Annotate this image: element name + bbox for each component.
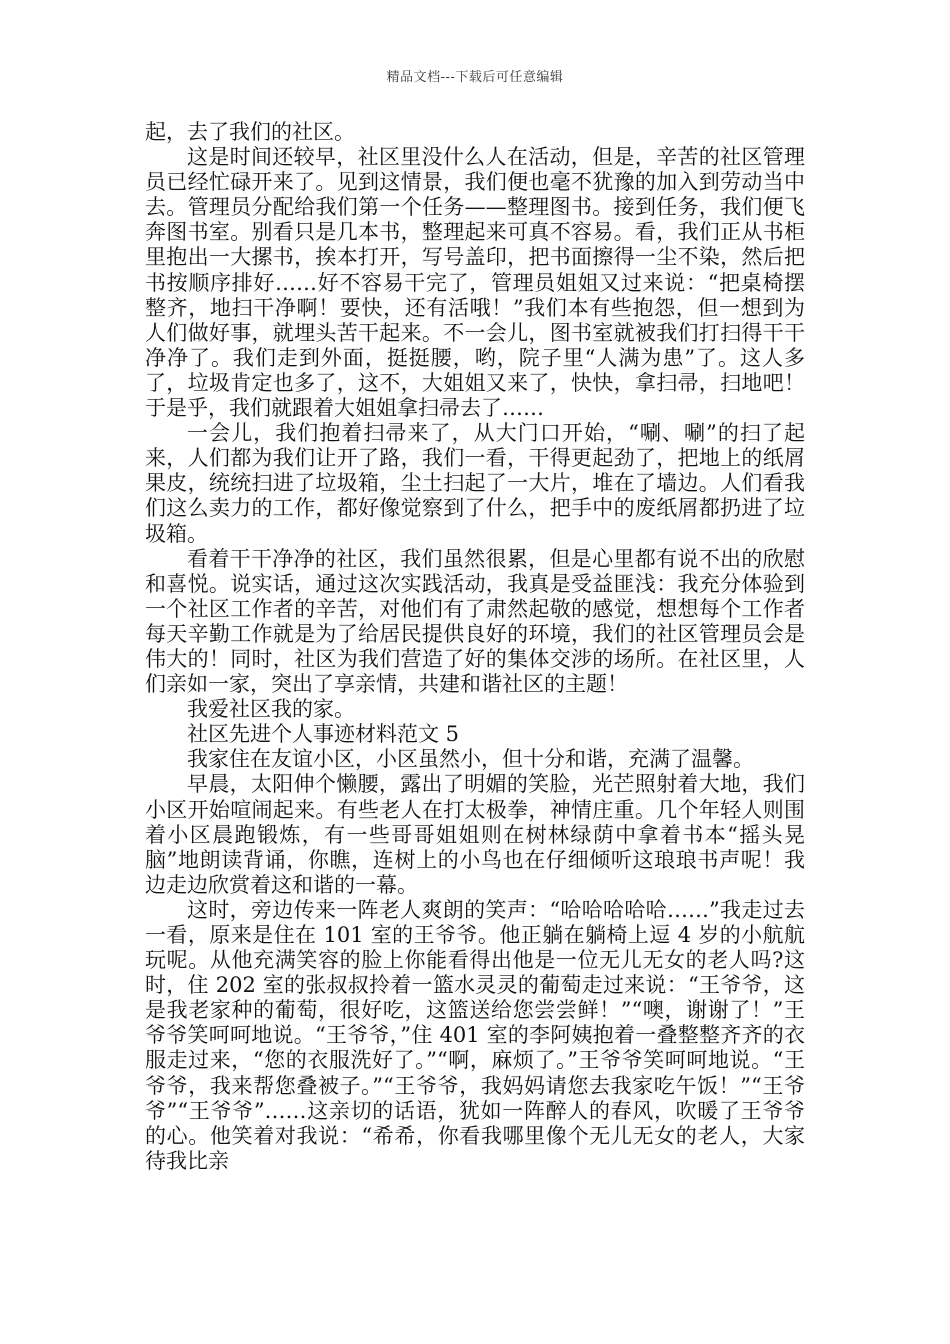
paragraph-4: 看着干干净净的社区，我们虽然很累，但是心里都有说不出的欣慰和喜悦。说实话，通过这次实践活动，我真是受益匪浅：我充分体验到一个社区工作者的辛苦，对他们有了肃然起敬的感觉，想想每个工作者每天辛勤工作就是为了给居民提供良好的环境，我们的社区管理员会是伟大的！同时，社区为我们营造了好的集体交涉的场所。在社区里，人们亲如一家，突出了享亲情，共建和谐社区的主题！	[145, 546, 805, 697]
document-body	[145, 120, 805, 1174]
paragraph-5: 我爱社区我的家。	[187, 697, 355, 722]
page-header: 精品文档---下载后可任意编辑	[386, 70, 564, 85]
paragraph-3: 一会儿，我们抱着扫帚来了，从大门口开始，“唰、唰”的扫了起来，人们都为我们让开了路，我们一看，干得更起劲了，把地上的纸屑果皮，统统扫进了垃圾箱，尘土扫起了一大片，堆在了墙边。人们看我们这么卖力的工作，都好像觉察到了什么，把手中的废纸屑都扔进了垃圾箱。	[145, 421, 805, 546]
section-heading: 社区先进个人事迹材料范文 5	[187, 722, 460, 747]
paragraph-2: 这是时间还较早，社区里没什么人在活动，但是，辛苦的社区管理员已经忙碌开来了。见到这情景，我们便也毫不犹豫的加入到劳动当中去。管理员分配给我们第一个任务——整理图书。接到任务，我们便飞奔图书室。别看只是几本书，整理起来可真不容易。看，我们正从书柜里抱出一大摞书，挨本打开，写号盖印，把书面擦得一尘不染，然后把书按顺序排好……好不容易干完了，管理员姐姐又过来说：“把桌椅摆整齐，地扫干净啊！要快，还有活哦！”我们本有些抱怨，但一想到为人们做好事，就埋头苦干起来。不一会儿，图书室就被我们打扫得干干净净了。我们走到外面，挺挺腰，哟，院子里“人满为患”了。这人多了，垃圾肯定也多了，这不，大姐姐又来了，快快，拿扫帚，扫地吧！于是乎，我们就跟着大姐姐拿扫帚去了……	[145, 145, 805, 421]
paragraph-1: 起，去了我们的社区。	[145, 120, 355, 144]
paragraph-8: 这时，旁边传来一阵老人爽朗的笑声：“哈哈哈哈哈……”我走过去一看，原来是住在 101 室的王爷爷。他正躺在躺椅上逗 4 岁的小航航玩呢。从他充满笑容的脸上你能看得出他是一位无儿无女的老人吗?这时，住 202 室的张叔叔拎着一篮水灵灵的葡萄走过来说：“王爷爷，这是我老家种的葡萄，很好吃，这篮送给您尝尝鲜！”“噢，谢谢了！”王爷爷笑呵呵地说。“王爷爷，”住 401 室的李阿姨抱着一叠整整齐齐的衣服走过来，“您的衣服洗好了。”“啊，麻烦了。”王爷爷笑呵呵地说。“王爷爷，我来帮您叠被子。”“王爷爷，我妈妈请您去我家吃午饭！”“王爷爷”“王爷爷”……这亲切的话语，犹如一阵醉人的春风，吹暖了王爷爷的心。他笑着对我说：“希希，你看我哪里像个无儿无女的老人，大家待我比亲	[145, 897, 805, 1173]
paragraph-6: 我家住在友谊小区，小区虽然小，但十分和谐，充满了温馨。	[187, 747, 754, 772]
paragraph-7: 早晨，太阳伸个懒腰，露出了明媚的笑脸，光芒照射着大地，我们小区开始喧闹起来。有些老人在打太极拳，神情庄重。几个年轻人则围着小区晨跑锻炼，有一些哥哥姐姐则在树林绿荫中拿着书本“摇头晃脑”地朗读背诵，你瞧，连树上的小鸟也在仔细倾听这琅琅书声呢！我边走边欣赏着这和谐的一幕。	[145, 772, 805, 897]
